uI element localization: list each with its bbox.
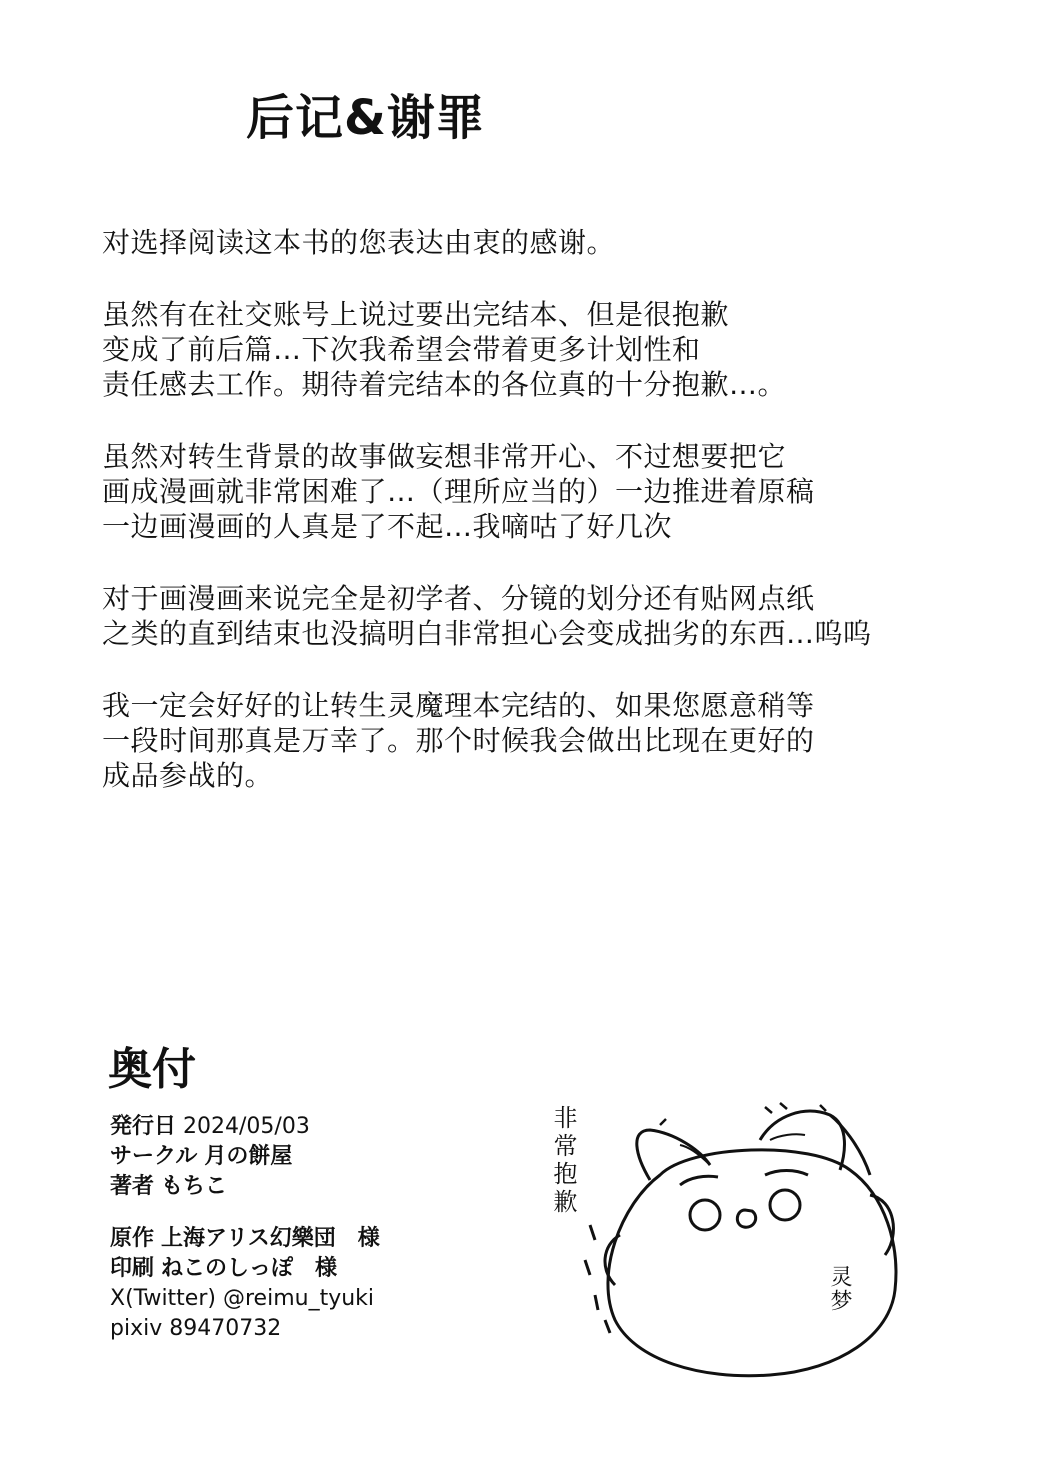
signature: 灵梦 — [827, 1265, 852, 1313]
colophon-key: X(Twitter) — [110, 1286, 216, 1311]
paragraph-5 — [102, 688, 1002, 793]
colophon-row-author — [110, 1172, 530, 1202]
colophon-key: 著者 — [110, 1174, 155, 1199]
text-line: 成品参战的。 — [102, 759, 274, 792]
eye-left — [690, 1200, 720, 1230]
mouth — [737, 1210, 755, 1227]
text-line: 责任感去工作。期待着完结本的各位真的十分抱歉…。 — [102, 368, 787, 401]
colophon-key: 原作 — [110, 1226, 155, 1251]
text-line: 虽然对转生背景的故事做妄想非常开心、不过想要把它 — [102, 440, 787, 473]
text-line: 对于画漫画来说完全是初学者、分镜的划分还有贴网点纸 — [102, 582, 815, 615]
paragraph-2 — [102, 297, 1002, 402]
colophon-row-circle — [110, 1142, 530, 1172]
text-line: 我一定会好好的让转生灵魔理本完结的、如果您愿意稍等 — [102, 689, 815, 722]
colophon-value: もちこ — [161, 1174, 228, 1199]
spacer — [110, 1202, 530, 1224]
colophon-value: 上海アリス幻樂団 様 — [161, 1226, 380, 1251]
colophon-key: 発行日 — [110, 1114, 177, 1139]
paragraph-1 — [102, 225, 1002, 260]
colophon-value: 89470732 — [169, 1316, 282, 1341]
text-line: 一段时间那真是万幸了。那个时候我会做出比现在更好的 — [102, 724, 815, 757]
text-line: 虽然有在社交账号上说过要出完结本、但是很抱歉 — [102, 298, 730, 331]
colophon-row-original — [110, 1224, 530, 1254]
paragraph-4 — [102, 581, 1002, 651]
apology-vertical-text: 非常抱歉 — [549, 1105, 577, 1217]
paragraph-3 — [102, 439, 1002, 544]
text-line: 之类的直到结束也没搞明白非常担心会变成拙劣的东西…呜呜 — [102, 617, 872, 650]
colophon-row-date — [110, 1112, 530, 1142]
text-line: 变成了前后篇…下次我希望会带着更多计划性和 — [102, 333, 701, 366]
colophon-row-twitter — [110, 1284, 530, 1314]
colophon-row-pixiv — [110, 1314, 530, 1344]
page-title: 后记&谢罪 — [246, 90, 485, 146]
colophon-key: pixiv — [110, 1316, 163, 1341]
text-line: 一边画漫画的人真是了不起…我嘀咕了好几次 — [102, 510, 673, 543]
colophon-title: 奥付 — [108, 1044, 196, 1095]
text-line: 对选择阅读这本书的您表达由衷的感谢。 — [102, 226, 616, 259]
yukkuri-drawing — [540, 1085, 940, 1385]
colophon-value: 2024/05/03 — [183, 1114, 310, 1139]
colophon-info — [110, 1112, 530, 1344]
sweat-marks — [585, 1225, 610, 1333]
text-line: 画成漫画就非常困难了…（理所应当的）一边推进着原稿 — [102, 475, 815, 508]
colophon-key: 印刷 — [110, 1256, 155, 1281]
colophon-value: 月の餅屋 — [204, 1144, 293, 1169]
colophon-value: ねこのしっぽ 様 — [161, 1256, 338, 1281]
colophon-key: サークル — [110, 1144, 198, 1169]
colophon-row-printer — [110, 1254, 530, 1284]
afterword-body — [102, 225, 1002, 830]
colophon-value: @reimu_tyuki — [222, 1286, 375, 1311]
blob-outline — [608, 1150, 896, 1376]
eye-right — [770, 1190, 800, 1220]
reimu-doodle — [540, 1085, 940, 1385]
